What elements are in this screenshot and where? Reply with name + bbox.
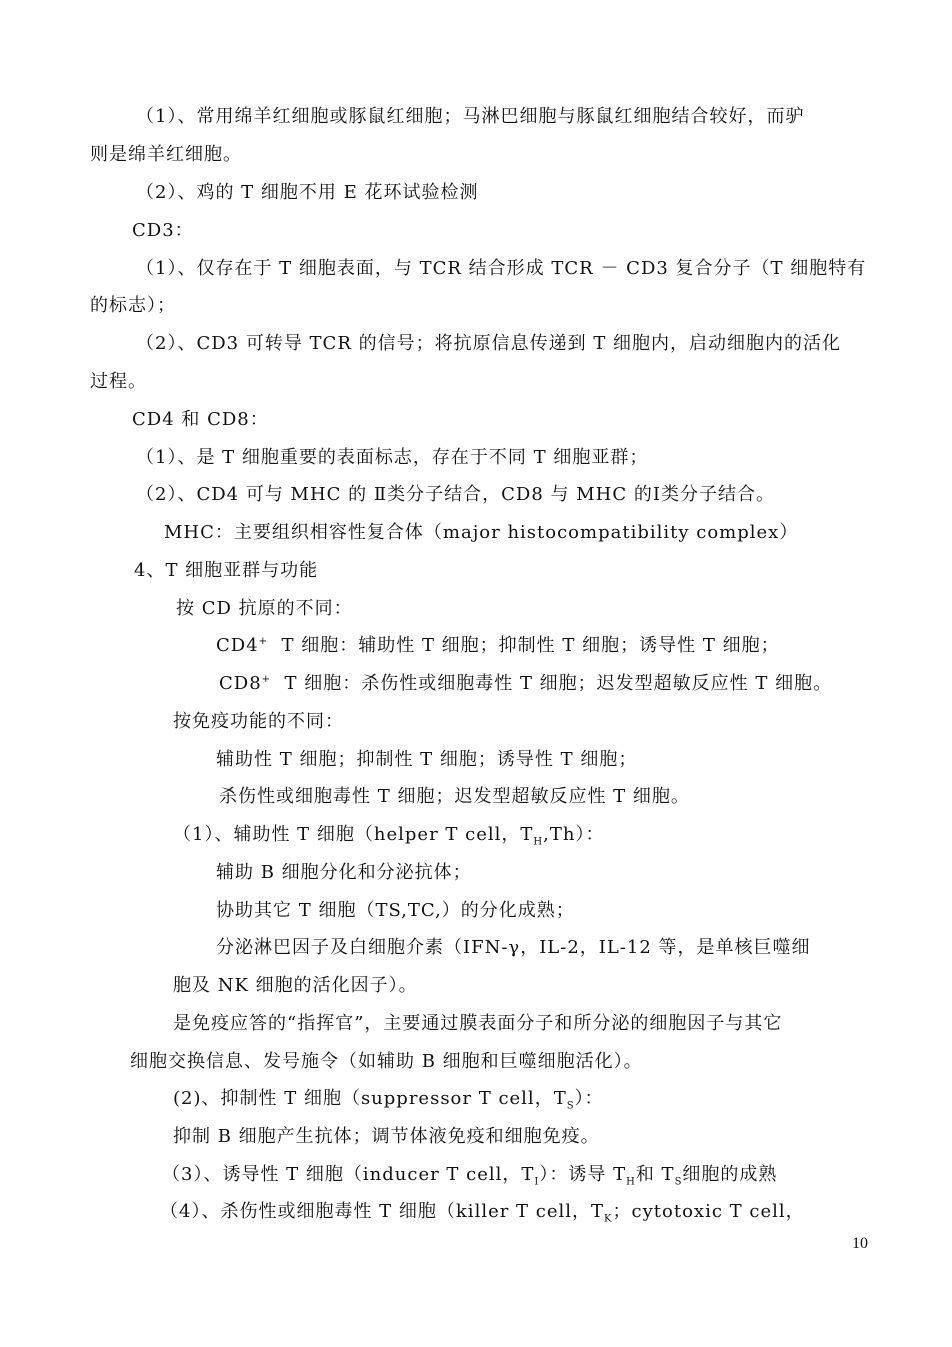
text-line: 分泌淋巴因子及白细胞介素（IFN-γ，IL-2，IL-12 等，是单核巨噬细: [216, 937, 811, 958]
text-segment: ）：诱导 T: [539, 1164, 627, 1185]
text-line: （1）、仅存在于 T 细胞表面，与 TCR 结合形成 TCR － CD3 复合分子（T 细胞特有: [136, 258, 867, 279]
text-segment: （4）、杀伤性或细胞毒性 T 细胞（killer T cell，T: [160, 1201, 605, 1222]
cd4-label: CD4: [216, 635, 259, 656]
text-line: 按免疫功能的不同：: [173, 711, 344, 732]
text-line: [216, 634, 780, 658]
section-heading: 4、T 细胞亚群与功能: [134, 560, 319, 581]
subscript: S: [674, 1176, 683, 1188]
subscript: H: [533, 836, 544, 848]
text-line: 细胞交换信息、发号施令（如辅助 B 细胞和巨噬细胞活化）。: [130, 1051, 643, 1072]
text-segment: (2)、抑制性 T 细胞（suppressor T cell，T: [173, 1088, 567, 1109]
text-line: 则是绵羊红细胞。: [90, 144, 242, 165]
text-line: 抑制 B 细胞产生抗体；调节体液免疫和细胞免疫。: [173, 1126, 600, 1147]
text-line: [219, 672, 832, 696]
text-line: 是免疫应答的“指挥官”，主要通过膜表面分子和所分泌的细胞因子与其它: [173, 1013, 783, 1034]
subscript: S: [566, 1100, 575, 1112]
text-line: 辅助 B 细胞分化和分泌抗体；: [216, 862, 472, 883]
text-segment: T 细胞：辅助性 T 细胞；抑制性 T 细胞；诱导性 T 细胞；: [281, 635, 780, 656]
text-line: [162, 1163, 777, 1187]
text-segment: ,Th）：: [543, 824, 605, 845]
section-heading: CD3：: [132, 220, 194, 241]
plus-sign: +: [261, 674, 272, 685]
subscript: H: [626, 1176, 636, 1188]
text-line: MHC：主要组织相容性复合体（major histocompatibility complex）: [164, 522, 799, 543]
text-line: [160, 1200, 805, 1224]
text-line: （1）、是 T 细胞重要的表面标志，存在于不同 T 细胞亚群；: [136, 447, 649, 468]
text-line: 胞及 NK 细胞的活化因子）。: [173, 975, 418, 996]
text-line: （1）、常用绵羊红细胞或豚鼠红细胞；马淋巴细胞与豚鼠红细胞结合较好，而驴: [136, 106, 805, 127]
text-segment: ；cytotoxic T cell，: [612, 1201, 805, 1222]
text-line: （2）、CD4 可与 MHC 的 Ⅱ类分子结合，CD8 与 MHC 的Ⅰ类分子结合。: [136, 484, 775, 505]
plus-sign: +: [258, 636, 269, 647]
text-segment: T 细胞：杀伤性或细胞毒性 T 细胞；迟发型超敏反应性 T 细胞。: [284, 673, 833, 694]
text-line: 的标志）；: [90, 295, 176, 316]
text-line: [173, 1087, 604, 1111]
text-segment: （3）、诱导性 T 细胞（inducer T cell，T: [162, 1164, 535, 1185]
subscript: K: [604, 1213, 613, 1225]
section-heading: CD4 和 CD8：: [132, 409, 269, 430]
text-line: [173, 823, 604, 847]
text-line: 按 CD 抗原的不同：: [176, 598, 353, 619]
text-segment: （1）、辅助性 T 细胞（helper T cell，T: [173, 824, 534, 845]
text-line: （2）、CD3 可转导 TCR 的信号；将抗原信息传递到 T 细胞内，启动细胞内的活化: [136, 333, 842, 354]
text-line: 过程。: [90, 371, 147, 392]
text-segment: ）：: [574, 1088, 604, 1109]
text-line: 辅助性 T 细胞；抑制性 T 细胞；诱导性 T 细胞；: [216, 749, 638, 770]
text-line: （2）、鸡的 T 细胞不用 E 花环试验检测: [136, 182, 479, 203]
text-segment: 细胞的成熟: [682, 1164, 778, 1185]
page-number: 10: [852, 1235, 868, 1252]
text-segment: 和 T: [635, 1164, 675, 1185]
text-line: 杀伤性或细胞毒性 T 细胞；迟发型超敏反应性 T 细胞。: [219, 786, 690, 807]
subscript: I: [534, 1176, 540, 1188]
cd8-label: CD8: [219, 673, 262, 694]
text-line: 协助其它 T 细胞（TS,TC,）的分化成熟；: [216, 900, 575, 921]
